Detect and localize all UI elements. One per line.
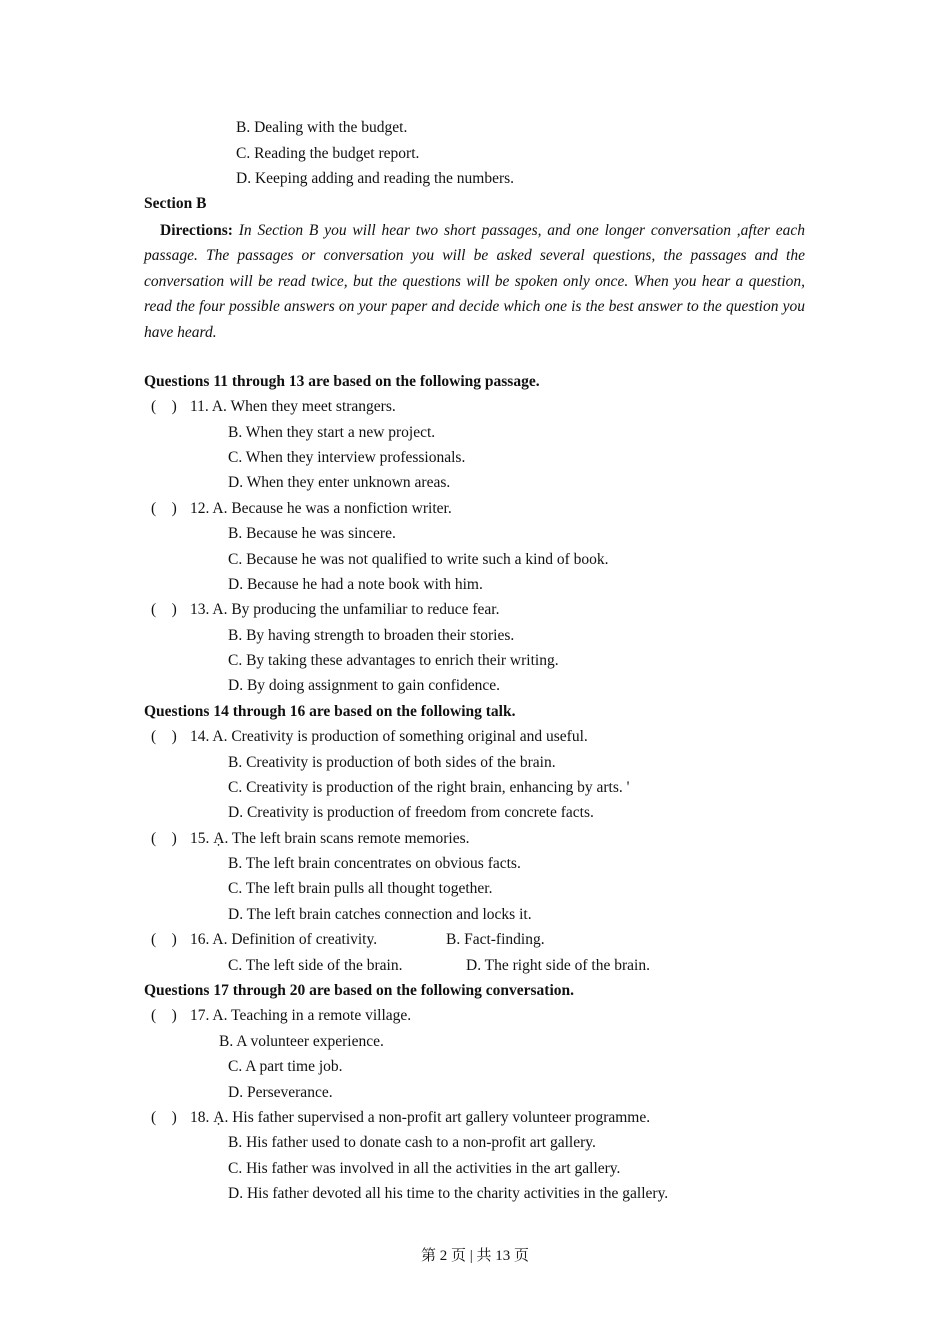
q11-option-d: D. When they enter unknown areas. bbox=[228, 474, 451, 491]
q12-option-d: D. Because he had a note book with him. bbox=[228, 576, 483, 593]
q12-option-c: C. Because he was not qualified to write such a kind of book. bbox=[228, 551, 609, 568]
answer-blank-11[interactable]: ( ) bbox=[151, 398, 177, 415]
q15-option-d: D. The left brain catches connection and locks it. bbox=[228, 906, 532, 923]
answer-blank-13[interactable]: ( ) bbox=[151, 601, 177, 618]
question-stem-14: 14. A. Creativity is production of something original and useful. bbox=[190, 728, 588, 745]
q18-option-d: D. His father devoted all his time to the charity activities in the gallery. bbox=[228, 1185, 669, 1202]
group-heading-3: Questions 17 through 20 are based on the following conversation. bbox=[144, 982, 575, 999]
q17-option-b: B. A volunteer experience. bbox=[219, 1033, 384, 1050]
q18-option-c: C. His father was involved in all the activities in the art gallery. bbox=[228, 1160, 621, 1177]
section-title: Section B bbox=[144, 195, 207, 212]
question-stem-15: 15. Ạ. The left brain scans remote memories. bbox=[190, 830, 470, 847]
group-heading-1: Questions 11 through 13 are based on the following passage. bbox=[144, 373, 540, 390]
q12-option-b: B. Because he was sincere. bbox=[228, 525, 396, 542]
answer-blank-14[interactable]: ( ) bbox=[151, 728, 177, 745]
q18-option-b: B. His father used to donate cash to a non-profit art gallery. bbox=[228, 1134, 596, 1151]
answer-blank-16[interactable]: ( ) bbox=[151, 931, 177, 948]
q16-option-c: C. The left side of the brain. bbox=[228, 957, 403, 974]
question-stem-11: 11. A. When they meet strangers. bbox=[190, 398, 396, 415]
question-stem-16: 16. A. Definition of creativity. bbox=[190, 931, 378, 948]
q13-option-b: B. By having strength to broaden their stories. bbox=[228, 627, 515, 644]
q14-option-c: C. Creativity is production of the right brain, enhancing by arts. ' bbox=[228, 779, 630, 796]
q14-option-b: B. Creativity is production of both sides of the brain. bbox=[228, 754, 556, 771]
q17-option-c: C. A part time job. bbox=[228, 1058, 343, 1075]
q13-option-d: D. By doing assignment to gain confidence. bbox=[228, 677, 501, 694]
q15-option-c: C. The left brain pulls all thought together. bbox=[228, 880, 493, 897]
answer-blank-12[interactable]: ( ) bbox=[151, 500, 177, 517]
q15-option-b: B. The left brain concentrates on obvious facts. bbox=[228, 855, 521, 872]
q17-option-d: D. Perseverance. bbox=[228, 1084, 333, 1101]
question-stem-17: 17. A. Teaching in a remote village. bbox=[190, 1007, 412, 1024]
directions-paragraph bbox=[144, 218, 805, 345]
question-stem-13: 13. A. By producing the unfamiliar to reduce fear. bbox=[190, 601, 500, 618]
group-heading-2: Questions 14 through 16 are based on the following talk. bbox=[144, 703, 516, 720]
q11-option-b: B. When they start a new project. bbox=[228, 424, 436, 441]
q13-option-c: C. By taking these advantages to enrich their writing. bbox=[228, 652, 559, 669]
prev-option-d: D. Keeping adding and reading the numbers. bbox=[236, 170, 515, 187]
answer-blank-18[interactable]: ( ) bbox=[151, 1109, 177, 1126]
q11-option-c: C. When they interview professionals. bbox=[228, 449, 466, 466]
q16-option-b: B. Fact-finding. bbox=[446, 931, 545, 948]
page-footer: 第 2 页 | 共 13 页 bbox=[420, 1248, 529, 1264]
answer-blank-17[interactable]: ( ) bbox=[151, 1007, 177, 1024]
directions-text: In Section B you will hear two short passages, and one longer conversation ,after each passage. The passages or conversation you will be asked several questions, the passages and the conversation will be read twice, but the questions will be spoken only once. When you hear a question, read the four possible answers on your paper and decide which one is the best answer to the question you have heard. bbox=[144, 222, 805, 341]
question-stem-18: 18. Ạ. His father supervised a non-profit art gallery volunteer programme. bbox=[190, 1109, 651, 1126]
answer-blank-15[interactable]: ( ) bbox=[151, 830, 177, 847]
question-stem-12: 12. A. Because he was a nonfiction writer. bbox=[190, 500, 452, 517]
prev-option-b: B. Dealing with the budget. bbox=[236, 119, 408, 136]
q14-option-d: D. Creativity is production of freedom from concrete facts. bbox=[228, 804, 594, 821]
q16-option-d: D. The right side of the brain. bbox=[466, 957, 650, 974]
directions-label: Directions: bbox=[160, 222, 233, 239]
prev-option-c: C. Reading the budget report. bbox=[236, 145, 420, 162]
